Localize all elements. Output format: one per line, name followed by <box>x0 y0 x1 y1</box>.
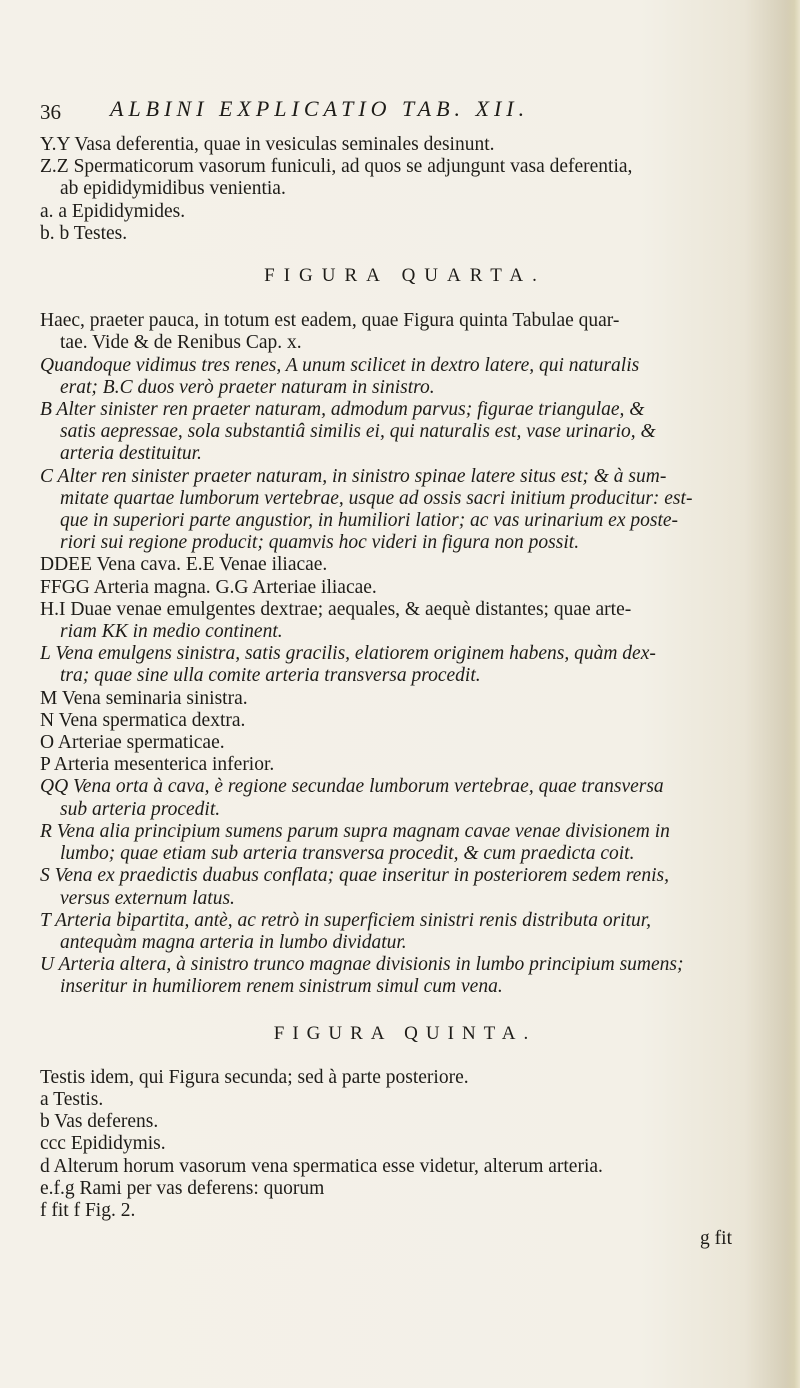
entry-qq <box>40 776 770 820</box>
entry-hi <box>40 599 770 643</box>
entry-line: mitate quartae lumborum vertebrae, usque ad ossis sacri initium producitur: est- <box>60 487 693 509</box>
entry-s <box>40 865 770 909</box>
entry-line: C Alter ren sinister praeter naturam, in sinistro spinae latere situs est; & à sum- <box>40 465 667 487</box>
entry-l <box>40 643 770 687</box>
running-title: ALBINI EXPLICATIO TAB. XII. <box>110 96 530 121</box>
quinta-line: Testis idem, qui Figura secunda; sed à parte posteriore. <box>40 1066 469 1088</box>
legend-line: Z.Z Spermaticorum vasorum funiculi, ad quos se adjungunt vasa deferentia, <box>40 156 633 178</box>
entry-line: R Vena alia principium sumens parum supra magnam cavae venae divisionem in <box>40 820 670 842</box>
figura-quarta-title: FIGURA QUARTA. <box>264 265 546 287</box>
quinta-line: e.f.g Rami per vas deferens: quorum <box>40 1177 325 1199</box>
entry-line: riam KK in medio continent. <box>60 621 283 643</box>
quinta-line: f fit f Fig. 2. <box>40 1199 136 1221</box>
quinta-line: a Testis. <box>40 1088 104 1110</box>
entry-line: sub arteria procedit. <box>60 798 221 820</box>
entry-p: P Arteria mesenterica inferior. <box>40 754 275 776</box>
entry-line: lumbo; quae etiam sub arteria transversa procedit, & cum praedicta coit. <box>60 843 635 865</box>
entry-r <box>40 821 770 865</box>
figura-quinta-text <box>40 1067 770 1222</box>
page-header <box>40 88 760 128</box>
entry-c <box>40 466 770 555</box>
page-number: 36 <box>40 100 61 124</box>
entry-b <box>40 399 770 466</box>
entry-line: S Vena ex praedictis duabus conflata; quae inseritur in posteriorem sedem renis, <box>40 865 669 887</box>
entry-line: antequàm magna arteria in lumbo dividatur. <box>60 931 407 953</box>
intro-line: Haec, praeter pauca, in totum est eadem, quae Figura quinta Tabulae quar- <box>40 310 620 332</box>
entry-o: O Arteriae spermaticae. <box>40 732 225 754</box>
figura-quarta-intro <box>40 310 770 354</box>
entry-line: que in superiori parte angustior, in humiliori latior; ac vas urinarium ex poste- <box>60 510 679 532</box>
entry-t <box>40 910 770 954</box>
figura-quarta-entries <box>40 355 770 999</box>
entry-line: T Arteria bipartita, antè, ac retrò in superficiem sinistri renis distributa oritur, <box>40 909 652 931</box>
entry-ffgg: FFGG Arteria magna. G.G Arteriae iliacae. <box>40 576 377 598</box>
entry-line: QQ Vena orta à cava, è regione secundae lumborum vertebrae, quae transversa <box>40 776 664 798</box>
figura-quinta-title: FIGURA QUINTA. <box>273 1022 537 1044</box>
page-content <box>40 134 770 1250</box>
entry-line: riori sui regione producit; quamvis hoc videri in figura non possit. <box>60 532 580 554</box>
entry-n: N Vena spermatica dextra. <box>40 709 246 731</box>
legend-line: ab epididymidibus venientia. <box>60 178 286 200</box>
quinta-line: ccc Epididymis. <box>40 1133 166 1155</box>
catchword: g fit <box>700 1228 732 1250</box>
entry-ddee: DDEE Vena cava. E.E Venae iliacae. <box>40 554 328 576</box>
entry-line: L Vena emulgens sinistra, satis gracilis, elatiorem originem habens, quàm dex- <box>40 643 656 665</box>
legend-line: a. a Epididymides. <box>40 200 186 222</box>
entry-line: H.I Duae venae emulgentes dextrae; aequales, & aequè distantes; quae arte- <box>40 598 632 620</box>
intro-line: tae. Vide & de Renibus Cap. x. <box>60 332 302 354</box>
page-edge-shadow <box>786 0 800 1388</box>
entry-line: erat; B.C duos verò praeter naturam in sinistro. <box>60 376 435 398</box>
entry-quandoque <box>40 355 770 399</box>
entry-line: U Arteria altera, à sinistro trunco magnae divisionis in lumbo principium sumens; <box>40 954 684 976</box>
entry-line: versus externum latus. <box>60 887 235 909</box>
quinta-line: d Alterum horum vasorum vena spermatica esse videtur, alterum arteria. <box>40 1155 603 1177</box>
entry-line: arteria destituitur. <box>60 443 202 465</box>
legend-line: Y.Y Vasa deferentia, quae in vesiculas seminales desinunt. <box>40 134 495 155</box>
entry-line: inseritur in humiliorem renem sinistrum simul cum vena. <box>60 976 503 998</box>
legend-top <box>40 134 770 245</box>
entry-line: B Alter sinister ren praeter naturam, admodum parvus; figurae triangulae, & <box>40 399 645 421</box>
entry-u <box>40 954 770 998</box>
legend-line: b. b Testes. <box>40 222 128 244</box>
entry-m: M Vena seminaria sinistra. <box>40 687 248 709</box>
quinta-line: b Vas deferens. <box>40 1111 159 1133</box>
entry-line: satis aepressae, sola substantiâ similis ei, qui naturalis est, vase urinario, & <box>60 421 656 443</box>
entry-line: Quandoque vidimus tres renes, A unum scilicet in dextro latere, qui naturalis <box>40 354 640 376</box>
entry-line: tra; quae sine ulla comite arteria transversa procedit. <box>60 665 481 687</box>
